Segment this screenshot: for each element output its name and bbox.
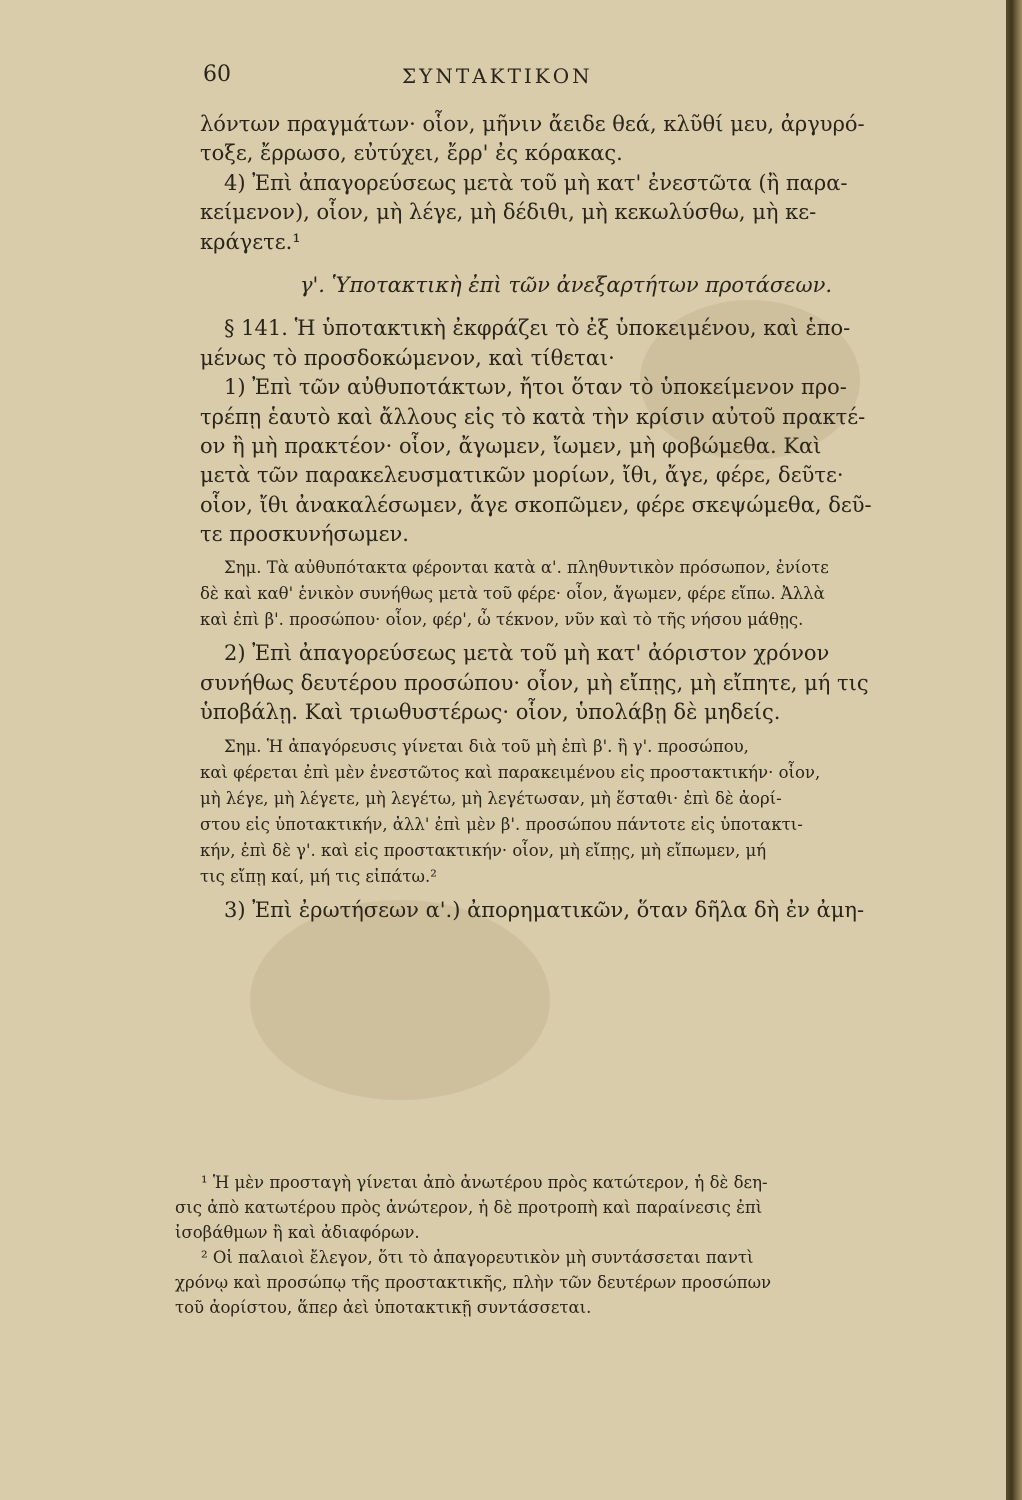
text-line: τοξε, ἔρρωσο, εὐτύχει, ἔρρ' ἐς κόρακας.: [200, 141, 623, 166]
page-header: [0, 62, 1006, 92]
footnote-line: χρόνῳ καὶ προσώπῳ τῆς προστακτικῆς, πλὴν τῶν δευτέρων προσώπων: [175, 1273, 772, 1292]
book-edge: [1006, 0, 1022, 1500]
text-line: τρέπῃ ἑαυτὸ καὶ ἄλλους εἰς τὸ κατὰ τὴν κρίσιν αὐτοῦ πρακτέ-: [200, 404, 866, 429]
text-line: συνήθως δευτέρου προσώπου· οἷον, μὴ εἴπῃς, μὴ εἴπητε, μή τις: [200, 670, 869, 695]
text-line: 3) Ἐπὶ ἐρωτήσεων α'.) ἀπορηματικῶν, ὅταν δῆλα δὴ ἐν ἀμη-: [224, 897, 865, 922]
remark-line: καὶ φέρεται ἐπὶ μὲν ἐνεστῶτος καὶ παρακειμένου εἰς προστακτικήν· οἷον,: [200, 762, 821, 782]
footnote-line: τοῦ ἀορίστου, ἅπερ ἀεὶ ὑποτακτικῇ συντάσσεται.: [175, 1298, 592, 1317]
footnote-line: ἰσοβάθμων ἢ καὶ ἀδιαφόρων.: [175, 1223, 420, 1242]
text-line: 2) Ἐπὶ ἀπαγορεύσεως μετὰ τοῦ μὴ κατ' ἀόριστον χρόνον: [224, 641, 830, 666]
text-line: κείμενον), οἷον, μὴ λέγε, μὴ δέδιθι, μὴ κεκωλύσθω, μὴ κε-: [200, 200, 817, 225]
text-line: οἷον, ἴθι ἀνακαλέσωμεν, ἄγε σκοπῶμεν, φέρε σκεψώμεθα, δεῦ-: [200, 492, 872, 517]
remark-line: κήν, ἐπὶ δὲ γ'. καὶ εἰς προστακτικήν· οἷον, μὴ εἴπῃς, μὴ εἴπωμεν, μή: [200, 840, 767, 860]
text-line: ον ἢ μὴ πρακτέον· οἷον, ἄγωμεν, ἴωμεν, μὴ φοβώμεθα. Καὶ: [200, 433, 822, 458]
text-line: τε προσκυνήσωμεν.: [200, 522, 409, 547]
text-line: μένως τὸ προσδοκώμενον, καὶ τίθεται·: [200, 345, 615, 370]
paper-stain: [250, 900, 550, 1100]
remark-line: τις εἴπῃ καί, μή τις εἰπάτω.²: [200, 866, 437, 886]
remark-line: μὴ λέγε, μὴ λέγετε, μὴ λεγέτω, μὴ λεγέτωσαν, μὴ ἕσταθι· ἐπὶ δὲ ἀορί-: [200, 788, 782, 808]
text-line: λόντων πραγμάτων· οἷον, μῆνιν ἄειδε θεά, κλῦθί μευ, ἀργυρό-: [200, 112, 865, 136]
remark-line: καὶ ἐπὶ β'. προσώπου· οἷον, φέρ', ὦ τέκνον, νῦν καὶ τὸ τῆς νήσου μάθῃς.: [200, 610, 804, 630]
main-text: [200, 110, 932, 925]
remark-line: στου εἰς ὑποτακτικήν, ἀλλ' ἐπὶ μὲν β'. προσώπου πάντοτε εἰς ὑποτακτι-: [200, 814, 803, 834]
section-heading: γ'. Ὑποτακτικὴ ἐπὶ τῶν ἀνεξαρτήτων προτάσεων.: [299, 272, 833, 297]
text-line: κράγετε.¹: [200, 229, 301, 254]
footnote-line: ² Οἱ παλαιοὶ ἔλεγον, ὅτι τὸ ἀπαγορευτικὸν μὴ συντάσσεται παντὶ: [201, 1248, 754, 1267]
text-line: μετὰ τῶν παρακελευσματικῶν μορίων, ἴθι, ἄγε, φέρε, δεῦτε·: [200, 463, 844, 488]
footnote-line: ¹ Ἡ μὲν προσταγὴ γίνεται ἀπὸ ἀνωτέρου πρὸς κατώτερον, ἡ δὲ δεη-: [201, 1173, 768, 1192]
page-number: 60: [203, 62, 231, 87]
text-line: 4) Ἐπὶ ἀπαγορεύσεως μετὰ τοῦ μὴ κατ' ἐνεστῶτα (ἢ παρα-: [224, 170, 848, 195]
remark-line: Σημ. Τὰ αὐθυπότακτα φέρονται κατὰ α'. πληθυντικὸν πρόσωπον, ἐνίοτε: [224, 558, 829, 578]
remark-line: δὲ καὶ καθ' ἑνικὸν συνήθως μετὰ τοῦ φέρε· οἷον, ἄγωμεν, φέρε εἴπω. Ἀλλὰ: [200, 584, 825, 604]
running-title: ΣΥΝΤΑΚΤΙΚΟΝ: [402, 64, 593, 88]
paragraph-start: § 141. Ἡ ὑποτακτικὴ ἐκφράζει τὸ ἐξ ὑποκειμένου, καὶ ἑπο-: [224, 316, 851, 341]
remark-line: Σημ. Ἡ ἀπαγόρευσις γίνεται διὰ τοῦ μὴ ἐπὶ β'. ἢ γ'. προσώπου,: [224, 736, 749, 756]
footnotes: [175, 1170, 943, 1320]
text-line: 1) Ἐπὶ τῶν αὐθυποτάκτων, ἤτοι ὅταν τὸ ὑποκείμενον προ-: [224, 375, 847, 400]
text-line: ὑποβάλῃ. Καὶ τριωθυστέρως· οἷον, ὑπολάβῃ δὲ μηδείς.: [200, 700, 781, 725]
footnote-line: σις ἀπὸ κατωτέρου πρὸς ἀνώτερον, ἡ δὲ προτροπὴ καὶ παραίνεσις ἐπὶ: [175, 1198, 763, 1217]
